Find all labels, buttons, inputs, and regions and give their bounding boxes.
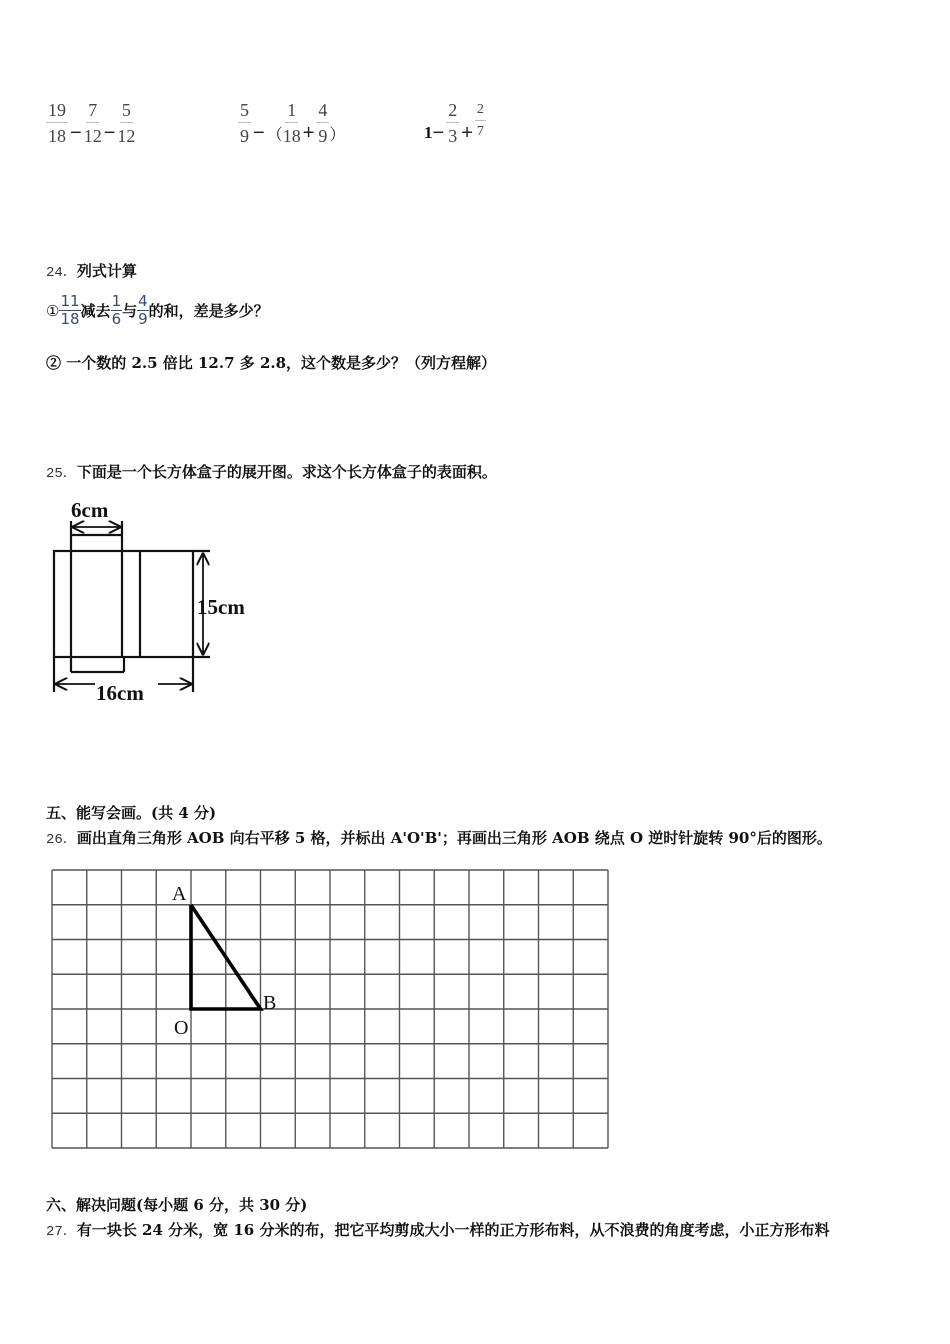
- fraction: $\frac{4}{9}$: [318, 100, 328, 146]
- fraction: $\frac{2}{3}$: [448, 100, 458, 146]
- length-label: 16cm: [96, 681, 144, 705]
- fraction: $\frac{5}{9}$: [240, 100, 249, 146]
- box-net-diagram: [0, 0, 300, 720]
- minus-sign: −: [70, 121, 82, 144]
- vertex-label-o: O: [174, 1017, 189, 1039]
- text-segment: 减去: [80, 301, 111, 320]
- expression-3: [424, 100, 486, 146]
- vertex-label-b: B: [263, 992, 277, 1014]
- question-number: 27．: [46, 1224, 77, 1240]
- minus-sign: −: [432, 121, 445, 144]
- grid-lines: [52, 870, 608, 1148]
- fraction: $\frac{7}{12}$: [83, 100, 102, 146]
- fraction: $\frac{2}{7}$: [476, 102, 484, 139]
- fraction: $\frac{19}{18}$: [48, 100, 66, 146]
- height-label: 15cm: [197, 595, 245, 619]
- fraction: $\frac{4}{9}$: [138, 292, 148, 328]
- plus-sign: +: [302, 121, 315, 144]
- question-number: 26．: [46, 832, 77, 848]
- text-segment: 的和，差是多少？: [148, 301, 269, 320]
- left-paren: （: [266, 126, 283, 144]
- fraction: $\frac{5}{12}$: [117, 100, 136, 146]
- question-number: 24．: [46, 265, 77, 281]
- item-marker: ①: [46, 301, 60, 320]
- vertex-label-a: A: [172, 883, 187, 905]
- minus-sign: −: [103, 121, 116, 144]
- fraction: $\frac{1}{6}$: [111, 292, 122, 328]
- fraction: $\frac{1}{18}$: [282, 100, 301, 146]
- question-text: 下面是一个长方体盒子的展开图。求这个长方体盒子的表面积。: [76, 463, 497, 481]
- grid-drawing-area: [0, 860, 650, 1160]
- question-text: 画出直角三角形 AOB 向右平移 5 格，并标出 A'O'B'；再画出三角形 AOB 绕点 O 逆时针旋转 90°后的图形。: [76, 829, 832, 847]
- question-24-item-2: ② 一个数的 2.5 倍比 12.7 多 2.8，这个数是多少？（列方程解）: [46, 354, 497, 372]
- text-segment: 与: [122, 301, 138, 320]
- question-title: 列式计算: [76, 262, 137, 280]
- question-text: 有一块长 24 分米，宽 16 分米的布，把它平均剪成大小一样的正方形布料，从不浪费的角度考虑，小正方形布料: [76, 1221, 830, 1239]
- right-paren: ）: [329, 126, 346, 144]
- integer-one: 1: [424, 123, 433, 142]
- section-5-heading: 五、能写会画。(共 4 分): [46, 804, 217, 822]
- question-26: [46, 828, 832, 850]
- minus-sign: −: [253, 121, 265, 144]
- section-6-heading: 六、解决问题(每小题 6 分，共 30 分): [46, 1196, 308, 1214]
- width-label: 6cm: [71, 498, 109, 522]
- question-27: [46, 1220, 829, 1242]
- fraction: $\frac{11}{18}$: [60, 292, 80, 328]
- plus-sign: +: [461, 121, 473, 144]
- question-number: 25．: [46, 466, 77, 482]
